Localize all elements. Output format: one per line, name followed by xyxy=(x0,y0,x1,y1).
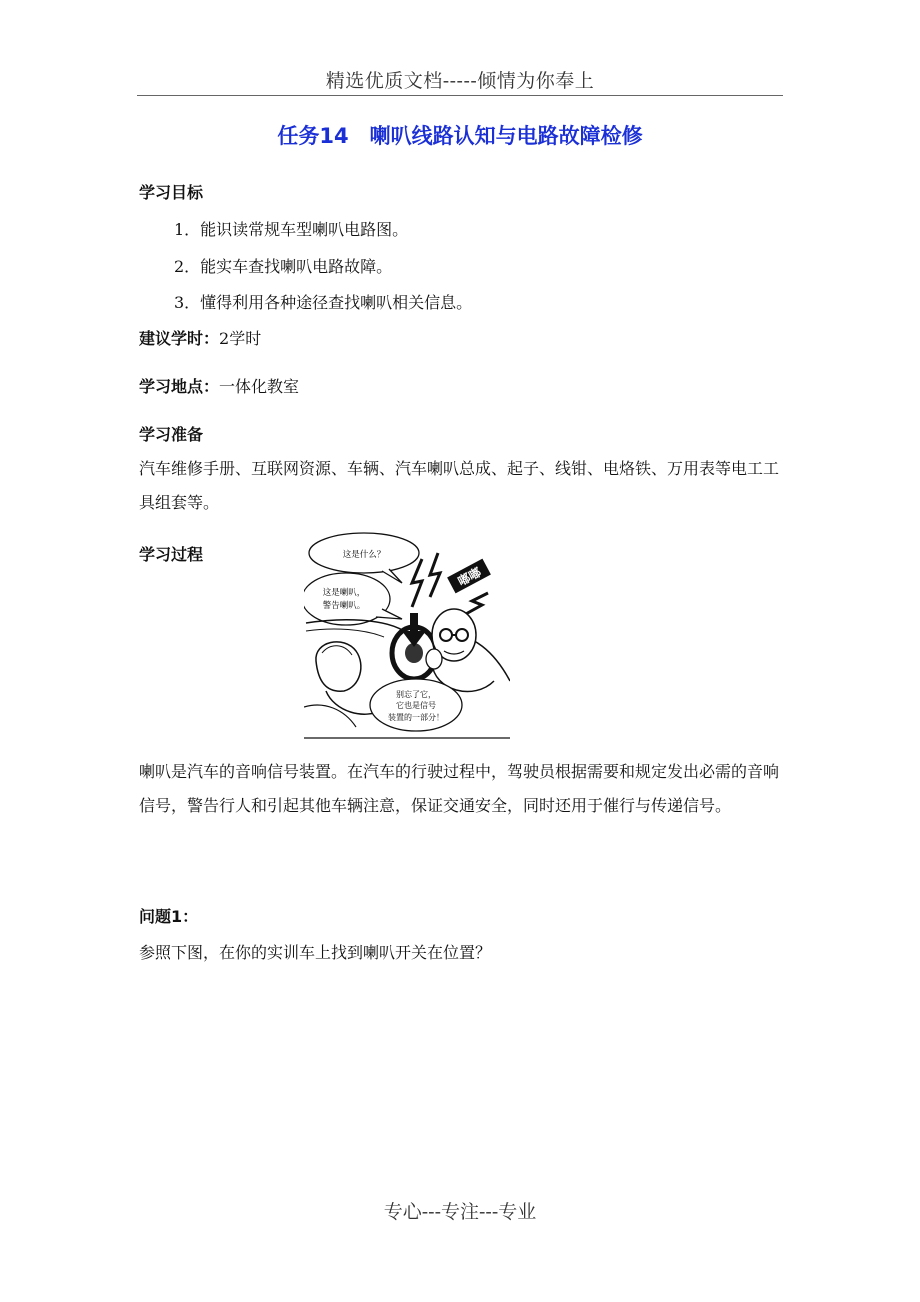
lightning-icon xyxy=(464,593,488,615)
preparation-heading: 学习准备 xyxy=(139,425,204,444)
objective-item: 3．懂得利用各种途径查找喇叭相关信息。 xyxy=(174,293,473,312)
horn-cartoon-illustration xyxy=(304,531,510,740)
location-line xyxy=(139,374,299,397)
bubble-bottom-line1: 别忘了它， xyxy=(396,690,436,699)
lightning-icon xyxy=(412,559,422,607)
objectives-heading: 学习目标 xyxy=(139,183,204,202)
sound-text: 嘟嘟 xyxy=(455,565,484,589)
question1-heading: 问题1： xyxy=(139,907,199,926)
bubble-left-line2: 警告喇叭。 xyxy=(322,601,366,611)
bubble-bottom-line2: 它也是信号 xyxy=(396,701,436,710)
bubble-left-line1: 这是喇叭， xyxy=(322,588,366,598)
hours-value: 2学时 xyxy=(219,329,262,348)
page-header: 精选优质文档-----倾情为你奉上 xyxy=(325,70,595,92)
passenger-figure xyxy=(316,642,361,691)
location-label: 学习地点： xyxy=(139,377,220,396)
lightning-icon xyxy=(430,553,440,597)
bubble-bottom-line3: 装置的一部分！ xyxy=(388,713,444,722)
intro-paragraph: 喇叭是汽车的音响信号装置。在汽车的行驶过程中，驾驶员根据需要和规定发出必需的音响信号，警告行人和引起其他车辆注意，保证交通安全，同时还用于催行与传递信号。 xyxy=(139,762,780,815)
hours-label: 建议学时： xyxy=(139,329,220,348)
objective-item: 2．能实车查找喇叭电路故障。 xyxy=(174,257,393,276)
location-value: 一体化教室 xyxy=(219,377,300,396)
bubble-top-text: 这是什么？ xyxy=(342,550,386,560)
process-heading: 学习过程 xyxy=(139,545,204,564)
header-divider xyxy=(137,95,783,96)
preparation-text: 汽车维修手册、互联网资源、车辆、汽车喇叭总成、起子、线钳、电烙铁、万用表等电工工具组套等。 xyxy=(139,459,780,512)
question1-text: 参照下图，在你的实训车上找到喇叭开关在位置？ xyxy=(139,943,492,962)
hours-line xyxy=(139,326,261,349)
objective-item: 1．能识读常规车型喇叭电路图。 xyxy=(174,220,409,239)
page-title: 任务14 喇叭线路认知与电路故障检修 xyxy=(277,124,643,148)
page-footer: 专心---专注---专业 xyxy=(383,1201,537,1223)
